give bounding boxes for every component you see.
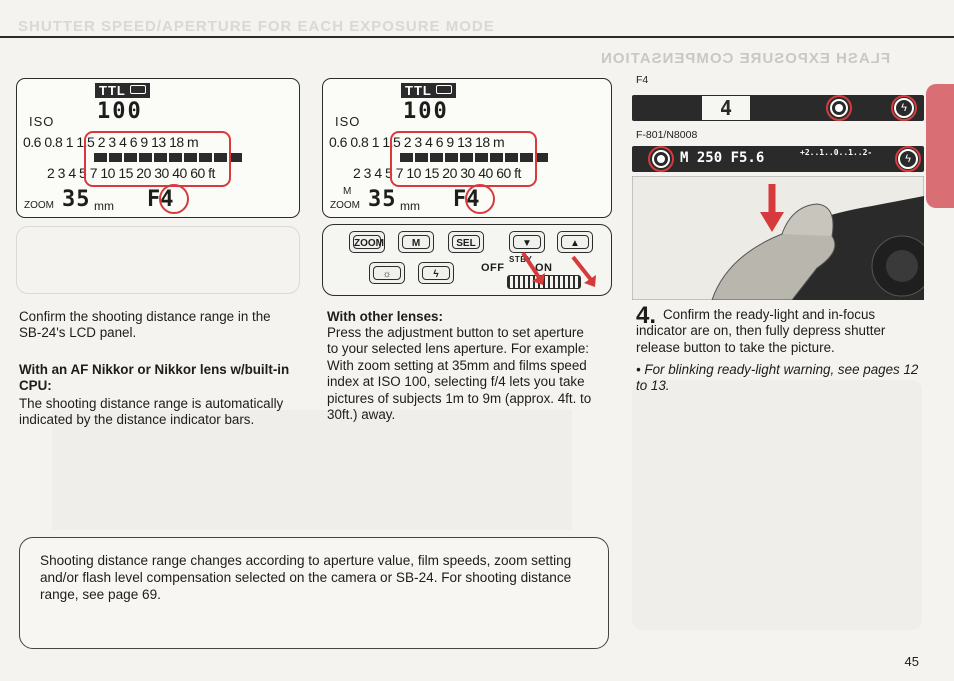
ready-light-icon: ϟ	[894, 98, 914, 118]
off-label: OFF	[481, 262, 505, 274]
ghost-header: SHUTTER SPEED/APERTURE FOR EACH EXPOSURE MODE	[18, 18, 495, 35]
aperture-highlight-2	[465, 184, 495, 214]
other-lenses-heading: With other lenses:	[327, 309, 443, 324]
ready-light-highlight	[891, 95, 917, 121]
ttl-indicator: TTL	[95, 83, 150, 98]
other-lenses-body: Press the adjustment button to set aperture to your selected lens aperture. For example: With zoom setting at 35mm and films speed index at ISO 100, selecting f/4 lets you take pictures of subjects 1m to 9m (approx. 4ft. to 30ft.) away.	[327, 325, 592, 423]
light-button[interactable]	[369, 262, 405, 284]
on-label: ON	[535, 262, 553, 274]
flash-mode-icon-2	[436, 85, 452, 94]
iso-value: 100	[97, 99, 143, 124]
zoom-unit-2: mm	[400, 199, 420, 213]
iso-value-2: 100	[403, 99, 449, 124]
zoom-value: 35	[62, 187, 91, 212]
ready-light-highlight-2	[895, 146, 921, 172]
f801-scale: +2..1..0..1..2-	[800, 148, 873, 157]
f4-label: F4	[636, 74, 649, 86]
camera-hand-illustration	[632, 176, 924, 300]
distance-range-highlight	[84, 131, 231, 187]
in-focus-highlight	[826, 95, 852, 121]
ghost-shade-right	[632, 380, 922, 630]
step-number: 4.	[636, 302, 657, 329]
f4-viewfinder-display	[632, 95, 924, 121]
zoom-label-2: ZOOM	[330, 200, 360, 211]
zoom-value-2: 35	[368, 187, 397, 212]
cpu-lens-body: The shooting distance range is automatically indicated by the distance indicator bars.	[19, 396, 284, 428]
ghost-control-panel	[16, 226, 300, 294]
aperture-highlight	[159, 184, 189, 214]
step-text: Confirm the ready-light and in-focus indicator are on, then fully depress shutter release button to take the picture.	[636, 307, 886, 355]
iso-label-2: ISO	[335, 114, 361, 129]
select-button[interactable]: SEL	[448, 231, 484, 253]
lcd-panel-left	[16, 78, 300, 218]
feet-scale: 2 3 4 5 7 10 15 20 30 40 60 ft	[47, 165, 215, 181]
lamp-icon: ☼	[373, 266, 401, 280]
flash-mode-icon	[130, 85, 146, 94]
iso-label: ISO	[29, 114, 55, 129]
control-panel	[322, 224, 612, 296]
f801-display-value: M 250 F5.6	[680, 150, 765, 166]
lcd-panel-right	[322, 78, 612, 218]
standby-label: STBY	[509, 255, 533, 264]
zoom-unit: mm	[94, 199, 114, 213]
down-arrow-icon: ▼	[513, 235, 541, 249]
warning-note: • For blinking ready-light warning, see pages 12 to 13.	[636, 362, 919, 394]
meter-scale-2: 0.6 0.8 1 1.5 2 3 4 6 9 13 18 m	[329, 134, 505, 150]
ttl-indicator-2: TTL	[401, 83, 456, 98]
ready-light-icon-2: ϟ	[898, 149, 918, 169]
f801-label: F-801/N8008	[636, 129, 698, 141]
flash-button[interactable]	[418, 262, 454, 284]
info-box-text: Shooting distance range changes according to aperture value, film speeds, zoom setting and/or flash level compensation selected on the camera or SB-24. For shooting distance range, see page 69.	[40, 553, 572, 602]
flash-icon: ϟ	[422, 266, 450, 280]
zoom-label: ZOOM	[24, 200, 54, 211]
in-focus-highlight-2	[648, 146, 674, 172]
intro-text: Confirm the shooting distance range in the SB-24's LCD panel.	[19, 309, 271, 341]
aperture-value-2: F4	[453, 187, 480, 212]
ghost-title-mirrored: FLASH EXPOSURE COMPENSATION	[600, 50, 891, 67]
distance-range-highlight-2	[390, 131, 537, 187]
info-box	[19, 537, 609, 649]
cpu-lens-heading: With an AF Nikkor or Nikkor lens w/built-in CPU:	[19, 362, 290, 394]
mode-button[interactable]: M	[398, 231, 434, 253]
aperture-value: F4	[147, 187, 174, 212]
f4-display-value: 4	[702, 96, 750, 120]
feet-scale-2: 2 3 4 5 7 10 15 20 30 40 60 ft	[353, 165, 521, 181]
section-tab	[926, 84, 954, 208]
up-arrow-icon: ▲	[561, 235, 589, 249]
meter-scale: 0.6 0.8 1 1.5 2 3 4 6 9 13 18 m	[23, 134, 199, 150]
zoom-manual-mark: M	[343, 186, 352, 197]
zoom-button[interactable]: ZOOM	[349, 231, 385, 253]
red-arrows	[513, 245, 608, 295]
f801-viewfinder-display	[632, 146, 924, 172]
header-rule	[0, 36, 954, 38]
page-number: 45	[904, 654, 919, 669]
